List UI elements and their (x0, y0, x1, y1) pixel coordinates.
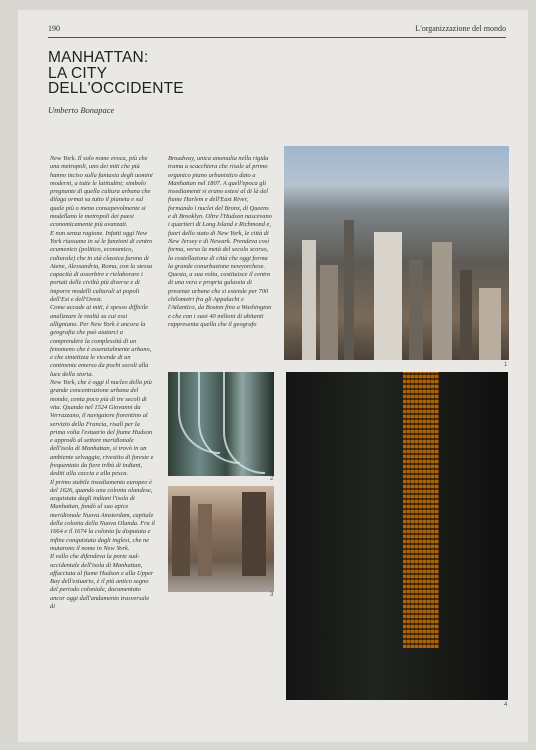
night-skyscraper-photo (286, 372, 508, 700)
building-shape (198, 504, 212, 576)
tower-shape (460, 270, 472, 360)
paragraph: New York. Il solo nome evoca, più che una metropoli, uno dei miti che più hanno inciso sulla fantasia degli uomini moderni, a tutte le latitudini; simbolo pregnante di quella cultura urbana che dilaga ormai su tutto il pianeta e sul quale più o meno consapevolmente si modellano le metropoli dei paesi economicamente più avanzati. (50, 155, 153, 229)
tower-shape (344, 220, 354, 360)
tower-shape (432, 242, 452, 360)
section-title: L'organizzazione del mondo (415, 24, 506, 33)
text-column-1 (50, 155, 155, 711)
tower-shape (302, 240, 316, 360)
paragraph: E non senza ragione. Infatti oggi New York riassume in sé le funzioni di centro ecumenico (politico, economico, culturale) che in età classica furono di Atene, Alessandria, Roma, con la stessa capacità di assorbire e rielaborare i portati delle civiltà più diverse e di imporre modelli culturali ai popoli dell'Est e dell'Ovest. (50, 229, 153, 304)
title-line-3: DELL'OCCIDENTE (48, 80, 184, 97)
caption-number: 1 (504, 362, 508, 368)
paragraph: New York, che è oggi il nucleo della più grande concentrazione urbana del mondo, conta poco più di tre secoli di vita. Quando nel 1524 Giovanni da Verrazzano, il navigatore fiorentino al servizio della Francia, risalì per la prima volta l'estuario del fiume Hudson e approdò al settore meridionale dell'isola di Manhattan, si trovò in un ambiente selvaggio, rivestito di foreste e frequentato da fiere tribù di indiani, dediti alla caccia e alla pesca. (50, 379, 154, 478)
author: Umberto Bonapace (48, 105, 115, 115)
street-photo (168, 486, 274, 592)
tower-shape (409, 260, 423, 360)
abstract-arch-photo (168, 372, 274, 476)
caption-number: 2 (270, 476, 274, 482)
paragraph: Broadway, unica anomalia nella rigida trama a scacchiera che risale al primo organico piano urbanistico dato a Manhattan nel 1807. A quell'epoca gli insediamenti si erano estesi al di là del fiume Harlem e dell'East River, formando i nuclei del Bronx, di Queens e di Brooklyn. Oltre l'Hudson nascevano i quartieri di Long Island e Richmond e, fuori dello stato di New York, le città di New Jersey e di Newark. Prendeva così forma, verso la metà del secolo scorso, la costellazione di città che oggi forma la grande conurbazione newyorchese. Questa, a sua volta, costituisce il centro di una vera e propria galassia di presenze urbane che si estende per 700 chilometri fra gli Appalachi e l'Atlantico, da Boston fino a Washington e che con i suoi 40 milioni di abitanti rappresenta quella che il geografo (168, 155, 272, 328)
caption-number: 4 (504, 702, 508, 708)
text-column-2 (168, 155, 272, 373)
magazine-page (18, 10, 528, 742)
building-shape (172, 496, 190, 576)
title-line-2: LA CITY (48, 64, 108, 82)
title-line-1: MANHATTAN: (48, 49, 149, 66)
tower-shape (479, 288, 501, 360)
tower-shape (320, 265, 338, 360)
paragraph: Come accade ai miti, è spesso difficile analizzare le realtà su cui essi alligniano. Per New York è ancora la geografia che può aiutarci a comprendere la complessità di un fenomeno che è essenzialmente urbano, e che sintetizza le vicende di un continente emerso da pochi secoli alla luce della storia. (50, 304, 152, 378)
paragraph: Il vallo che difendeva la porte sud-occidentale dell'isola di Manhattan, affacciata al fiume Hudson e alla Upper Bay dell'estuario, è il più antico segno del periodo coloniale, documentato ancor oggi dall'andamento trasversale di (50, 553, 154, 611)
building-shape (242, 492, 266, 576)
page-number: 190 (48, 24, 60, 33)
caption-number: 3 (270, 592, 274, 598)
article-title (48, 50, 184, 97)
tower-shape (374, 232, 402, 360)
header-rule (48, 37, 506, 38)
lit-skyscraper (403, 372, 439, 648)
aerial-city-photo (284, 146, 509, 360)
paragraph: Il primo stabile insediamento europeo è del 1626, quando una colonia olandese, acquistata dagli indiani l'isola di Manhattan, fondò al suo apice meridionale Nuova Amsterdam, capitale della colonia della Nuova Olanda. Fra il 1664 e il 1674 la colonia fu disputata e infine conquistata dagli inglesi, che ne mutarono il nome in New York. (50, 478, 155, 552)
